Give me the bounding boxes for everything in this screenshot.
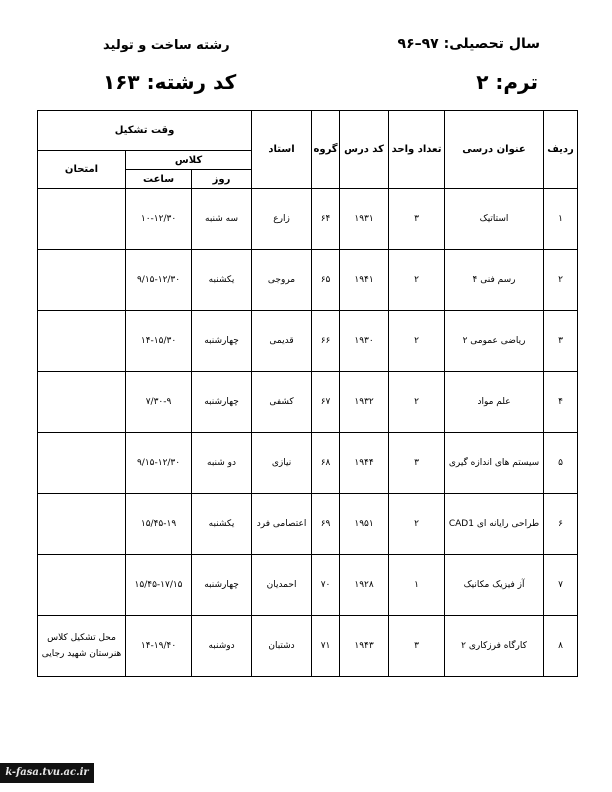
- cell-units: ۱: [389, 555, 445, 616]
- cell-row: ۷: [544, 555, 578, 616]
- cell-code: ۱۹۵۱: [340, 494, 389, 555]
- table-row: [38, 311, 578, 372]
- cell-teacher: اعتصامی فرد: [252, 494, 312, 555]
- site-url-link[interactable]: k-fasa.tvu.ac.ir: [0, 763, 94, 783]
- cell-exam: [38, 189, 126, 250]
- cell-title: استاتیک: [445, 189, 544, 250]
- cell-teacher: مروجی: [252, 250, 312, 311]
- schedule-table: [37, 110, 578, 677]
- cell-code: ۱۹۴۱: [340, 250, 389, 311]
- table-row: [38, 494, 578, 555]
- cell-group: ۷۰: [312, 555, 340, 616]
- cell-day: یکشنبه: [192, 250, 252, 311]
- cell-group: ۶۴: [312, 189, 340, 250]
- cell-teacher: احمدیان: [252, 555, 312, 616]
- header-units: تعداد واحد: [389, 111, 445, 189]
- cell-exam: [38, 250, 126, 311]
- cell-group: ۶۷: [312, 372, 340, 433]
- cell-time: ۱۰-۱۲/۳۰: [126, 189, 192, 250]
- cell-title: آز فیزیک مکانیک: [445, 555, 544, 616]
- cell-code: ۱۹۳۲: [340, 372, 389, 433]
- header-time: ساعت: [126, 170, 192, 189]
- cell-code: ۱۹۲۸: [340, 555, 389, 616]
- header-exam: امتحان: [38, 151, 126, 189]
- cell-units: ۲: [389, 494, 445, 555]
- cell-teacher: کشفی: [252, 372, 312, 433]
- cell-teacher: قدیمی: [252, 311, 312, 372]
- cell-day: چهارشنبه: [192, 555, 252, 616]
- cell-row: ۳: [544, 311, 578, 372]
- cell-group: ۷۱: [312, 616, 340, 677]
- cell-title: رسم فنی ۴: [445, 250, 544, 311]
- cell-group: ۶۸: [312, 433, 340, 494]
- cell-time: ۱۵/۴۵-۱۷/۱۵: [126, 555, 192, 616]
- cell-day: دو شنبه: [192, 433, 252, 494]
- table-row: [38, 616, 578, 677]
- cell-title: کارگاه فرزکاری ۲: [445, 616, 544, 677]
- academic-year: سال تحصیلی: ۹۷–۹۶: [397, 36, 540, 52]
- term: ترم: ۲: [476, 70, 538, 94]
- cell-time: ۱۴-۱۵/۳۰: [126, 311, 192, 372]
- header-teacher: استاد: [252, 111, 312, 189]
- header-day: روز: [192, 170, 252, 189]
- cell-units: ۳: [389, 433, 445, 494]
- cell-row: ۸: [544, 616, 578, 677]
- cell-group: ۶۶: [312, 311, 340, 372]
- cell-teacher: زارع: [252, 189, 312, 250]
- cell-time: ۱۵/۴۵-۱۹: [126, 494, 192, 555]
- header-group: گروه: [312, 111, 340, 189]
- cell-time: ۹/۱۵-۱۲/۳۰: [126, 250, 192, 311]
- cell-code: ۱۹۴۳: [340, 616, 389, 677]
- cell-exam: [38, 311, 126, 372]
- cell-units: ۲: [389, 250, 445, 311]
- cell-row: ۶: [544, 494, 578, 555]
- cell-units: ۲: [389, 311, 445, 372]
- cell-exam: [38, 616, 126, 677]
- cell-exam: [38, 433, 126, 494]
- table-row: [38, 555, 578, 616]
- table-row: [38, 250, 578, 311]
- cell-code: ۱۹۳۱: [340, 189, 389, 250]
- cell-time: ۱۴-۱۹/۴۰: [126, 616, 192, 677]
- cell-title: ریاضی عمومی ۲: [445, 311, 544, 372]
- cell-title: طراحی رایانه ای CAD1: [445, 494, 544, 555]
- field-name: رشته ساخت و تولید: [103, 38, 230, 53]
- cell-exam: [38, 494, 126, 555]
- cell-title: سیستم های اندازه گیری: [445, 433, 544, 494]
- cell-code: ۱۹۴۴: [340, 433, 389, 494]
- header-course-code: کد درس: [340, 111, 389, 189]
- cell-day: سه شنبه: [192, 189, 252, 250]
- table-row: [38, 189, 578, 250]
- table-row: [38, 433, 578, 494]
- cell-units: ۳: [389, 616, 445, 677]
- cell-teacher: نیازی: [252, 433, 312, 494]
- cell-teacher: دشتبان: [252, 616, 312, 677]
- cell-time: ۹/۱۵-۱۲/۳۰: [126, 433, 192, 494]
- cell-row: ۴: [544, 372, 578, 433]
- cell-group: ۶۵: [312, 250, 340, 311]
- class-location-label: محل تشکیل کلاس: [47, 633, 116, 643]
- class-location-value: هنرستان شهید رجایی: [41, 649, 122, 659]
- cell-row: ۵: [544, 433, 578, 494]
- cell-code: ۱۹۳۰: [340, 311, 389, 372]
- cell-row: ۱: [544, 189, 578, 250]
- cell-group: ۶۹: [312, 494, 340, 555]
- cell-title: علم مواد: [445, 372, 544, 433]
- header-course-title: عنوان درسی: [445, 111, 544, 189]
- header-row: ردیف: [544, 111, 578, 189]
- cell-row: ۲: [544, 250, 578, 311]
- field-code: کد رشته: ۱۶۳: [103, 70, 237, 94]
- cell-day: چهارشنبه: [192, 311, 252, 372]
- cell-units: ۲: [389, 372, 445, 433]
- cell-day: چهارشنبه: [192, 372, 252, 433]
- header-class: کلاس: [126, 151, 252, 170]
- cell-units: ۳: [389, 189, 445, 250]
- cell-exam: [38, 372, 126, 433]
- cell-exam: [38, 555, 126, 616]
- cell-day: یکشنبه: [192, 494, 252, 555]
- table-row: [38, 372, 578, 433]
- cell-day: دوشنبه: [192, 616, 252, 677]
- cell-time: ۷/۳۰-۹: [126, 372, 192, 433]
- header-schedule: وقت تشکیل: [38, 111, 252, 151]
